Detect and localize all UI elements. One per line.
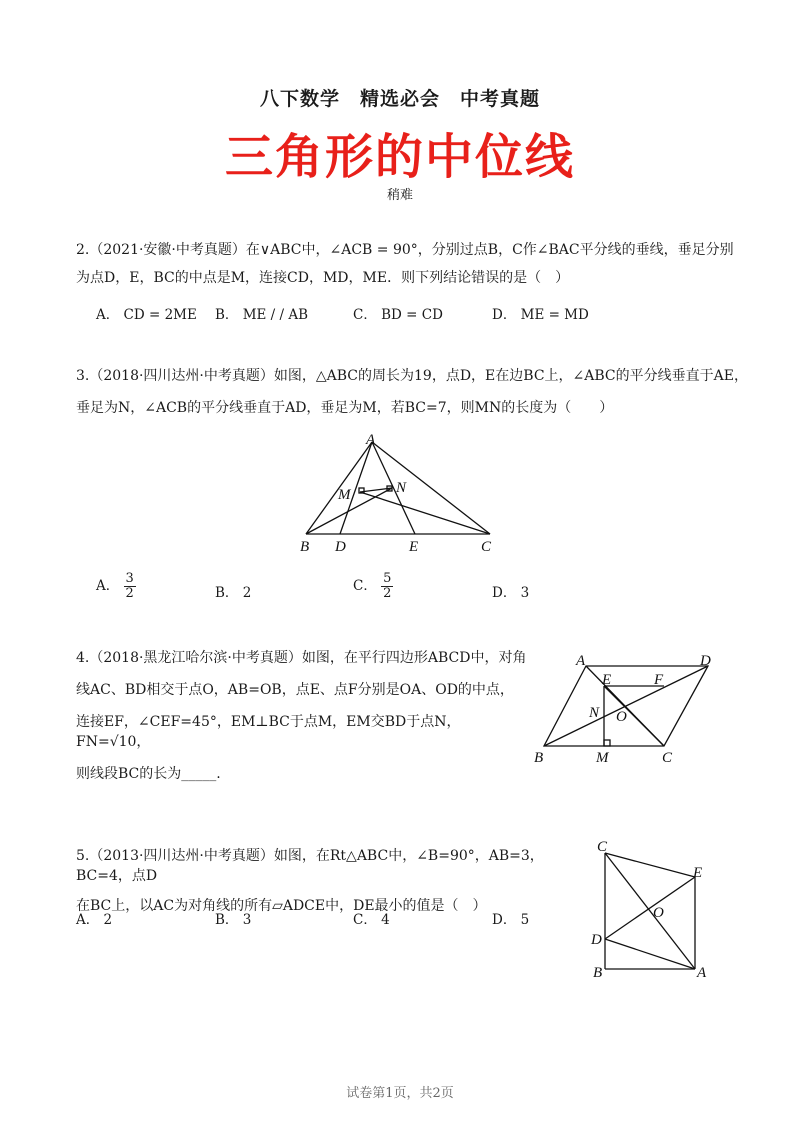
question-4-line-1: 4.（2018·黑龙江哈尔滨·中考真题）如图，在平行四边形ABCD中，对角 [76, 650, 527, 666]
segment-de [605, 877, 695, 939]
diagonal-ca [605, 853, 695, 969]
q3-option-c-fraction [381, 572, 393, 601]
question-4-line-4: 则线段BC的长为_____. [76, 766, 221, 782]
question-5-line-1: 5.（2013·四川达州·中考真题）如图，在Rt△ABC中，∠B=90°，AB=3，BC=4，点D [76, 848, 544, 884]
q3-label-b: B [300, 539, 310, 555]
q4-label-m: M [596, 750, 609, 766]
q5-option-b: B． 3 [215, 912, 252, 928]
question-5-line-2: 在BC上，以AC为对角线的所有▱ADCE中，DE最小的值是（ ） [76, 898, 487, 914]
q5-label-e: E [693, 865, 703, 881]
page-title: 三角形的中位线 [224, 129, 575, 185]
q3-option-a-label: A． [96, 578, 120, 594]
q4-label-f: F [654, 672, 664, 688]
q3-option-d: D． 3 [492, 585, 530, 601]
q3-option-a [96, 572, 136, 601]
right-angle-m [604, 740, 610, 746]
question-2-line-1: 2.（2021·安徽·中考真题）在∨ABC中，∠ACB = 90°，分别过点B，C作∠BAC平分线的垂线，垂足分别 [76, 242, 734, 258]
q5-label-c: C [597, 839, 608, 855]
q2-option-d: D． ME = MD [492, 307, 589, 323]
q4-label-c: C [662, 750, 673, 766]
difficulty-label: 稍难 [386, 188, 413, 203]
fraction-numerator: 5 [383, 571, 392, 586]
bisector-c [360, 492, 490, 534]
q5-label-a: A [697, 965, 707, 981]
question-3-line-1: 3.（2018·四川达州·中考真题）如图，△ABC的周长为19，点D，E在边BC上，∠ABC的平分线垂直于AE， [76, 368, 748, 384]
segment-ec [604, 686, 664, 746]
q3-label-c: C [481, 539, 492, 555]
q3-label-a: A [366, 432, 376, 448]
side-da [605, 939, 695, 969]
question-3-line-2: 垂足为N，∠ACB的平分线垂直于AD，垂足为M，若BC=7，则MN的长度为（ ） [76, 400, 614, 416]
question-4-line-3: 连接EF，∠CEF=45°，EM⊥BC于点M，EM交BD于点N，FN=√10， [76, 714, 461, 750]
q3-label-d: D [335, 539, 346, 555]
q2-option-a: A． CD = 2ME [96, 307, 197, 323]
q3-option-c-label: C． [353, 578, 377, 594]
question-4-line-2: 线AC、BD相交于点O，AB=OB，点E、点F分别是OA、OD的中点， [76, 682, 514, 698]
question-5 [76, 846, 586, 916]
fraction-denominator: 2 [383, 586, 392, 601]
segment-ae [372, 442, 415, 534]
q3-label-e: E [409, 539, 419, 555]
q4-label-n: N [589, 705, 600, 721]
q5-label-b: B [593, 965, 603, 981]
q3-label-n: N [396, 480, 407, 496]
q5-option-d: D． 5 [492, 912, 530, 928]
q4-label-a: A [576, 653, 586, 669]
fraction-numerator: 3 [125, 571, 134, 586]
q5-option-c: C． 4 [353, 912, 390, 928]
q5-rectangle-figure [585, 835, 715, 985]
q4-label-d: D [700, 653, 711, 669]
fraction-denominator: 2 [125, 586, 134, 601]
q5-label-o: O [653, 905, 664, 921]
page-footer: 试卷第1页，共2页 [346, 1086, 454, 1101]
q5-option-a: A． 2 [76, 912, 113, 928]
q2-option-c: C． BD = CD [353, 307, 443, 323]
q2-option-b: B． ME / / AB [215, 307, 309, 323]
diagonal-bd [544, 666, 708, 746]
q3-option-a-fraction [124, 572, 136, 601]
q4-label-o: O [616, 709, 627, 725]
q3-option-c [353, 572, 393, 601]
question-4 [76, 648, 531, 784]
q5-label-d: D [591, 932, 602, 948]
q3-option-b: B． 2 [215, 585, 252, 601]
side-ce [605, 853, 695, 877]
header-series-title: 八下数学 精选必会 中考真题 [259, 88, 540, 110]
q3-triangle-figure [290, 428, 505, 558]
q4-label-e: E [602, 672, 612, 688]
q4-parallelogram-figure [530, 650, 730, 770]
q3-label-m: M [338, 487, 351, 503]
question-3 [76, 366, 776, 418]
q4-label-b: B [534, 750, 544, 766]
question-2 [76, 240, 776, 288]
question-2-line-2: 为点D，E，BC的中点是M，连接CD，MD，ME．则下列结论错误的是（ ） [76, 270, 570, 286]
